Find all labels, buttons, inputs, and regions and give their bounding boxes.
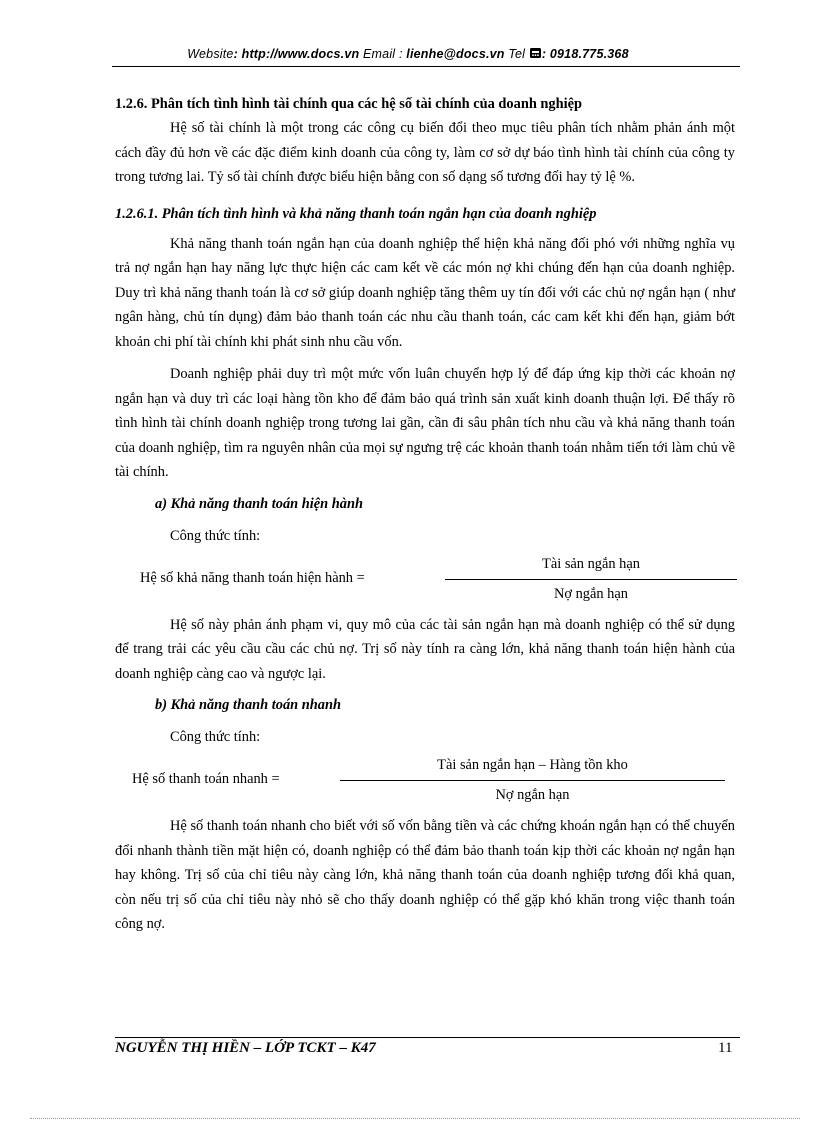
quick-ratio-heading: b) Khả năng thanh toán nhanh (155, 697, 341, 713)
current-ratio-formula-left: Hệ số khả năng thanh toán hiện hành = (140, 569, 365, 586)
quick-ratio-formula (115, 754, 735, 810)
current-ratio-denominator: Nợ ngắn hạn (554, 585, 628, 602)
current-ratio-heading: a) Khả năng thanh toán hiện hành (155, 495, 363, 512)
page-number: 11 (718, 1040, 733, 1056)
email-link[interactable]: lienhe@docs.vn (406, 47, 505, 61)
footer-divider (115, 1037, 740, 1038)
subsection-paragraph-2: Doanh nghiệp phải duy trì một mức vốn luân chuyển hợp lý để đáp ứng kịp thời các khoản nợ ngắn hạn và duy trì các loại hàng tồn kho để đảm bảo quá trình sản xuất kinh doanh thuận lợi. Để thấy rõ tình hình tài chính doanh nghiệp trong tương lai gần, cần đi sâu phân tích nhu cầu và khả năng thanh toán của doanh nghiệp, tìm ra nguyên nhân của mọi sự ngưng trệ các khoản thanh toán nhằm tiến tới làm chủ về tài chính. (115, 366, 735, 480)
phone-number: : 0918.775.368 (541, 47, 629, 61)
section-title: 1.2.6. Phân tích tình hình tài chính qua các hệ số tài chính của doanh nghiệp (115, 96, 583, 112)
phone-icon (529, 47, 542, 59)
quick-ratio-fraction (340, 754, 725, 806)
header-divider (112, 66, 740, 67)
quick-ratio-formula-left: Hệ số thanh toán nhanh = (132, 771, 280, 787)
page-header (0, 47, 816, 61)
fraction-bar (445, 579, 737, 580)
current-ratio-formula (115, 553, 735, 609)
current-ratio-numerator: Tài sản ngắn hạn (542, 555, 640, 572)
subsection-paragraph-1: Khả năng thanh toán ngắn hạn của doanh nghiệp thể hiện khả năng đối phó với những nghĩa vụ trả nợ ngắn hạn hay năng lực thực hiện các cam kết về các món nợ khi chúng đến hạn của doanh nghiệp. Duy trì khả năng thanh toán là cơ sở giúp doanh nghiệp tăng thêm uy tín đối với các chủ nợ ngắn hạn ( như ngân hàng, chủ tín dụng) đảm bảo thanh toán các nhu cầu thanh toán, các cam kết khi đến hạn, giảm bớt khoản chi phí tài chính khi phát sinh nhu cầu vốn. (115, 235, 735, 350)
email-label: Email : (359, 47, 407, 61)
footer-author: NGUYỄN THỊ HIỀN – LỚP TCKT – K47 (115, 1040, 376, 1056)
quick-ratio-formula-intro: Công thức tính: (170, 729, 261, 745)
quick-ratio-explanation: Hệ số thanh toán nhanh cho biết với số vốn bằng tiền và các chứng khoán ngắn hạn có thể chuyển đổi nhanh thành tiền mặt hiện có, doanh nghiệp có thể đảm bảo thanh toán kịp thời các khoản nợ ngắn hạn hay không. Trị số của chỉ tiêu này càng lớn, khả năng thanh toán của doanh nghiệp tương đối khả quan, còn nếu trị số của chỉ tiêu này nhỏ sẽ cho thấy doanh nghiệp có thể gặp khó khăn trong việc thanh toán công nợ. (115, 818, 735, 932)
tel-label: Tel (504, 47, 529, 61)
page-bottom-edge (30, 1118, 800, 1119)
section-intro: Hệ số tài chính là một trong các công cụ biến đổi theo mục tiêu phân tích nhằm phản ánh một cách đầy đủ hơn về các đặc điểm kinh doanh của công ty, làm cơ sở dự báo tình hình tài chính của công ty trong tương lai. Tỷ số tài chính được biểu hiện bằng con số dạng số tương đối hay tỷ lệ %. (115, 120, 735, 185)
website-link[interactable]: : http://www.docs.vn (233, 47, 360, 61)
page-body (115, 92, 735, 937)
quick-ratio-numerator: Tài sản ngắn hạn – Hàng tồn kho (437, 757, 628, 773)
current-ratio-fraction (445, 553, 737, 605)
fraction-bar (340, 780, 725, 781)
current-ratio-explanation: Hệ số này phản ánh phạm vi, quy mô của các tài sản ngắn hạn mà doanh nghiệp có thể sử dụng để trang trải các yêu cầu cầu các chủ nợ. Trị số này tính ra càng lớn, khả năng thanh toán hiện hành của doanh nghiệp càng cao và ngược lại. (115, 616, 735, 682)
current-ratio-formula-intro: Công thức tính: (170, 527, 261, 544)
website-label: Website (187, 47, 234, 61)
subsection-title: 1.2.6.1. Phân tích tình hình và khả năng thanh toán ngắn hạn của doanh nghiệp (115, 205, 597, 222)
quick-ratio-denominator: Nợ ngắn hạn (495, 787, 570, 803)
